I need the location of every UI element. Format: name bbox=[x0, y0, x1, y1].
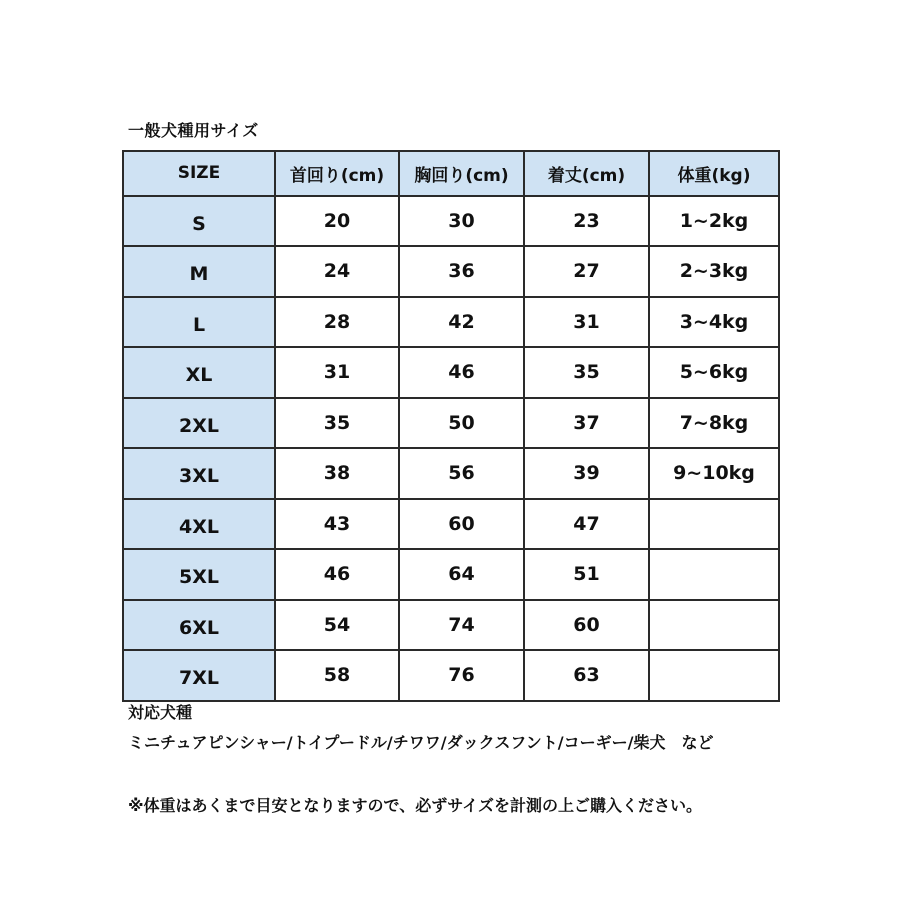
header-neck: 首回り(cm) bbox=[275, 151, 399, 196]
weight-value: 1~2kg bbox=[649, 196, 779, 247]
compatible-breeds-heading: 対応犬種 bbox=[128, 703, 193, 722]
size-label: 4XL bbox=[123, 499, 275, 550]
length-value: 37 bbox=[524, 398, 649, 449]
table-row bbox=[123, 398, 779, 449]
chest-value: 56 bbox=[399, 448, 524, 499]
neck-value: 43 bbox=[275, 499, 399, 550]
table-row bbox=[123, 347, 779, 398]
compatible-breeds-list: ミニチュアピンシャー/トイプードル/チワワ/ダックスフント/コーギー/柴犬 など bbox=[128, 733, 714, 752]
chest-value: 30 bbox=[399, 196, 524, 247]
page-title: 一般犬種用サイズ bbox=[128, 121, 259, 140]
neck-value: 54 bbox=[275, 600, 399, 651]
size-label: S bbox=[123, 196, 275, 247]
weight-value: 7~8kg bbox=[649, 398, 779, 449]
weight-value: 3~4kg bbox=[649, 297, 779, 348]
weight-value bbox=[649, 650, 779, 701]
size-label: L bbox=[123, 297, 275, 348]
size-label: M bbox=[123, 246, 275, 297]
table-row bbox=[123, 549, 779, 600]
length-value: 60 bbox=[524, 600, 649, 651]
weight-value bbox=[649, 600, 779, 651]
chest-value: 64 bbox=[399, 549, 524, 600]
size-label: 2XL bbox=[123, 398, 275, 449]
neck-value: 31 bbox=[275, 347, 399, 398]
weight-value: 2~3kg bbox=[649, 246, 779, 297]
table-row bbox=[123, 246, 779, 297]
table-row bbox=[123, 600, 779, 651]
weight-value bbox=[649, 499, 779, 550]
neck-value: 35 bbox=[275, 398, 399, 449]
neck-value: 46 bbox=[275, 549, 399, 600]
chest-value: 36 bbox=[399, 246, 524, 297]
length-value: 39 bbox=[524, 448, 649, 499]
table-row bbox=[123, 448, 779, 499]
chest-value: 60 bbox=[399, 499, 524, 550]
length-value: 63 bbox=[524, 650, 649, 701]
length-value: 51 bbox=[524, 549, 649, 600]
length-value: 31 bbox=[524, 297, 649, 348]
chest-value: 50 bbox=[399, 398, 524, 449]
length-value: 23 bbox=[524, 196, 649, 247]
table-row bbox=[123, 297, 779, 348]
length-value: 47 bbox=[524, 499, 649, 550]
weight-value: 9~10kg bbox=[649, 448, 779, 499]
table-row bbox=[123, 650, 779, 701]
header-weight: 体重(kg) bbox=[649, 151, 779, 196]
header-length: 着丈(cm) bbox=[524, 151, 649, 196]
length-value: 27 bbox=[524, 246, 649, 297]
chest-value: 42 bbox=[399, 297, 524, 348]
header-chest: 胸回り(cm) bbox=[399, 151, 524, 196]
size-label: 3XL bbox=[123, 448, 275, 499]
neck-value: 20 bbox=[275, 196, 399, 247]
length-value: 35 bbox=[524, 347, 649, 398]
neck-value: 38 bbox=[275, 448, 399, 499]
neck-value: 28 bbox=[275, 297, 399, 348]
size-label: 7XL bbox=[123, 650, 275, 701]
size-label: 6XL bbox=[123, 600, 275, 651]
neck-value: 58 bbox=[275, 650, 399, 701]
neck-value: 24 bbox=[275, 246, 399, 297]
weight-value: 5~6kg bbox=[649, 347, 779, 398]
size-chart-table bbox=[122, 150, 780, 702]
size-label: XL bbox=[123, 347, 275, 398]
chest-value: 74 bbox=[399, 600, 524, 651]
size-label: 5XL bbox=[123, 549, 275, 600]
chest-value: 76 bbox=[399, 650, 524, 701]
weight-note: ※体重はあくまで目安となりますので、必ずサイズを計測の上ご購入ください。 bbox=[128, 796, 702, 815]
table-row bbox=[123, 499, 779, 550]
chest-value: 46 bbox=[399, 347, 524, 398]
header-size: SIZE bbox=[123, 151, 275, 196]
table-row bbox=[123, 196, 779, 247]
table-header-row bbox=[123, 151, 779, 196]
weight-value bbox=[649, 549, 779, 600]
